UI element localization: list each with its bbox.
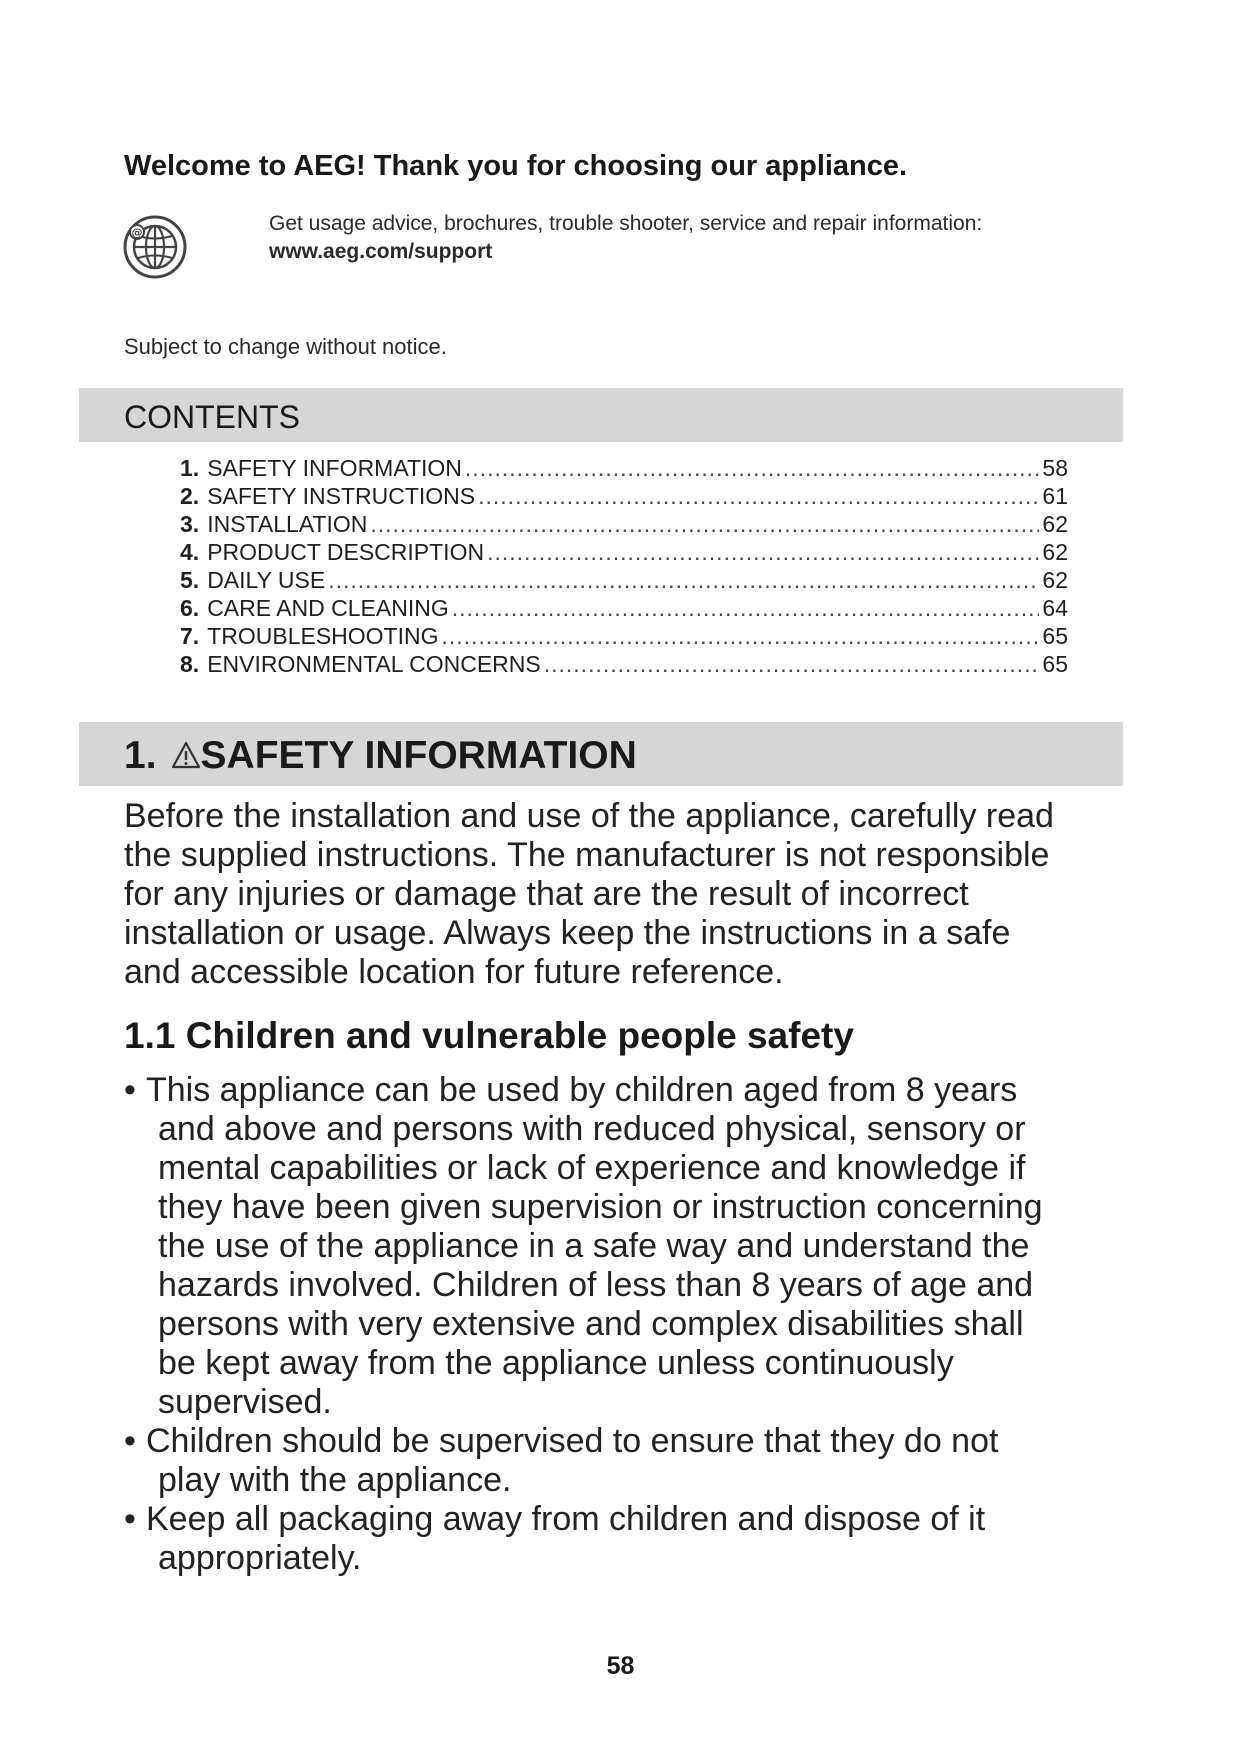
subsection-heading: 1.1 Children and vulnerable people safety [124,1015,854,1056]
toc-item-number: 6. [180,595,200,621]
contents-title: CONTENTS [124,399,300,435]
toc-item-label: SAFETY INSTRUCTIONS [207,483,476,509]
safety-bullet-list [124,1071,1144,1578]
intro-line: for any injuries or damage that are the result of incorrect [124,875,969,913]
toc-item-number: 2. [180,483,200,509]
toc-item-number: 4. [180,539,200,565]
section-number: 1. [124,734,157,777]
intro-line: the supplied instructions. The manufacturer is not responsible [124,836,1050,874]
bullet-line: Keep all packaging away from children and dispose of it [146,1500,986,1538]
section-heading [124,734,637,778]
toc-item-number: 3. [180,511,200,537]
toc-leader-dots [370,511,1039,538]
list-item [124,1422,1144,1500]
toc-item[interactable] [180,511,1068,539]
toc-item-page: 62 [1042,511,1068,537]
list-item [124,1071,1144,1422]
toc-item[interactable] [180,623,1068,651]
toc-item-number: 1. [180,455,200,481]
list-item [124,1500,1144,1578]
bullet-line: persons with very extensive and complex disabilities shall [158,1305,1024,1343]
toc-item[interactable] [180,567,1068,595]
toc-item-label: INSTALLATION [207,511,368,537]
intro-line: Before the installation and use of the appliance, carefully read [124,797,1054,835]
welcome-heading: Welcome to AEG! Thank you for choosing our appliance. [124,150,908,182]
toc-item-number: 5. [180,567,200,593]
toc-item-page: 61 [1042,483,1068,509]
bullet-symbol: • [124,1500,136,1538]
bullet-line: the use of the appliance in a safe way and understand the [158,1227,1030,1265]
toc-item-label: CARE AND CLEANING [207,595,449,621]
bullet-line: mental capabilities or lack of experience and knowledge if [158,1149,1026,1187]
toc-leader-dots [465,455,1040,482]
bullet-line: Children should be supervised to ensure that they do not [146,1422,999,1460]
intro-line: and accessible location for future reference. [124,953,784,991]
toc-leader-dots [478,483,1039,510]
bullet-line: This appliance can be used by children aged from 8 years [146,1071,1018,1109]
support-info-text: Get usage advice, brochures, trouble shooter, service and repair information: [269,212,983,235]
bullet-line: they have been given supervision or instruction concerning [158,1188,1043,1226]
toc-item-label: PRODUCT DESCRIPTION [207,539,485,565]
table-of-contents [180,455,1068,679]
toc-item[interactable] [180,595,1068,623]
toc-item-label: ENVIRONMENTAL CONCERNS [207,651,541,677]
toc-item-label: DAILY USE [207,567,326,593]
toc-item-page: 58 [1042,455,1068,481]
change-notice: Subject to change without notice. [124,334,447,359]
intro-paragraph [124,797,1144,992]
toc-item-page: 62 [1042,567,1068,593]
toc-leader-dots [487,539,1039,566]
intro-line: installation or usage. Always keep the instructions in a safe [124,914,1011,952]
toc-item-label: TROUBLESHOOTING [207,623,439,649]
toc-leader-dots [442,623,1040,650]
toc-item-number: 7. [180,623,200,649]
section-title: SAFETY INFORMATION [200,734,637,777]
support-link[interactable]: www.aeg.com/support [269,240,493,263]
bullet-line: and above and persons with reduced physical, sensory or [158,1110,1026,1148]
bullet-line: be kept away from the appliance unless continuously [158,1344,954,1382]
page-number: 58 [606,1652,635,1680]
svg-text:@: @ [131,226,143,239]
bullet-symbol: • [124,1422,136,1460]
warning-icon [171,741,201,769]
bullet-line: hazards involved. Children of less than 8 years of age and [158,1266,1034,1304]
toc-item-page: 65 [1042,651,1068,677]
toc-item-label: SAFETY INFORMATION [207,455,462,481]
toc-item[interactable] [180,539,1068,567]
globe-icon [122,214,188,280]
toc-item[interactable] [180,455,1068,483]
toc-leader-dots [328,567,1039,594]
toc-leader-dots [544,651,1040,678]
toc-item[interactable] [180,651,1068,679]
toc-leader-dots [452,595,1040,622]
toc-item-page: 65 [1042,623,1068,649]
toc-item-page: 62 [1042,539,1068,565]
toc-item-page: 64 [1042,595,1068,621]
bullet-line: appropriately. [158,1539,362,1577]
toc-item[interactable] [180,483,1068,511]
bullet-symbol: • [124,1071,136,1109]
toc-item-number: 8. [180,651,200,677]
bullet-line: play with the appliance. [158,1461,512,1499]
bullet-line: supervised. [158,1383,332,1421]
